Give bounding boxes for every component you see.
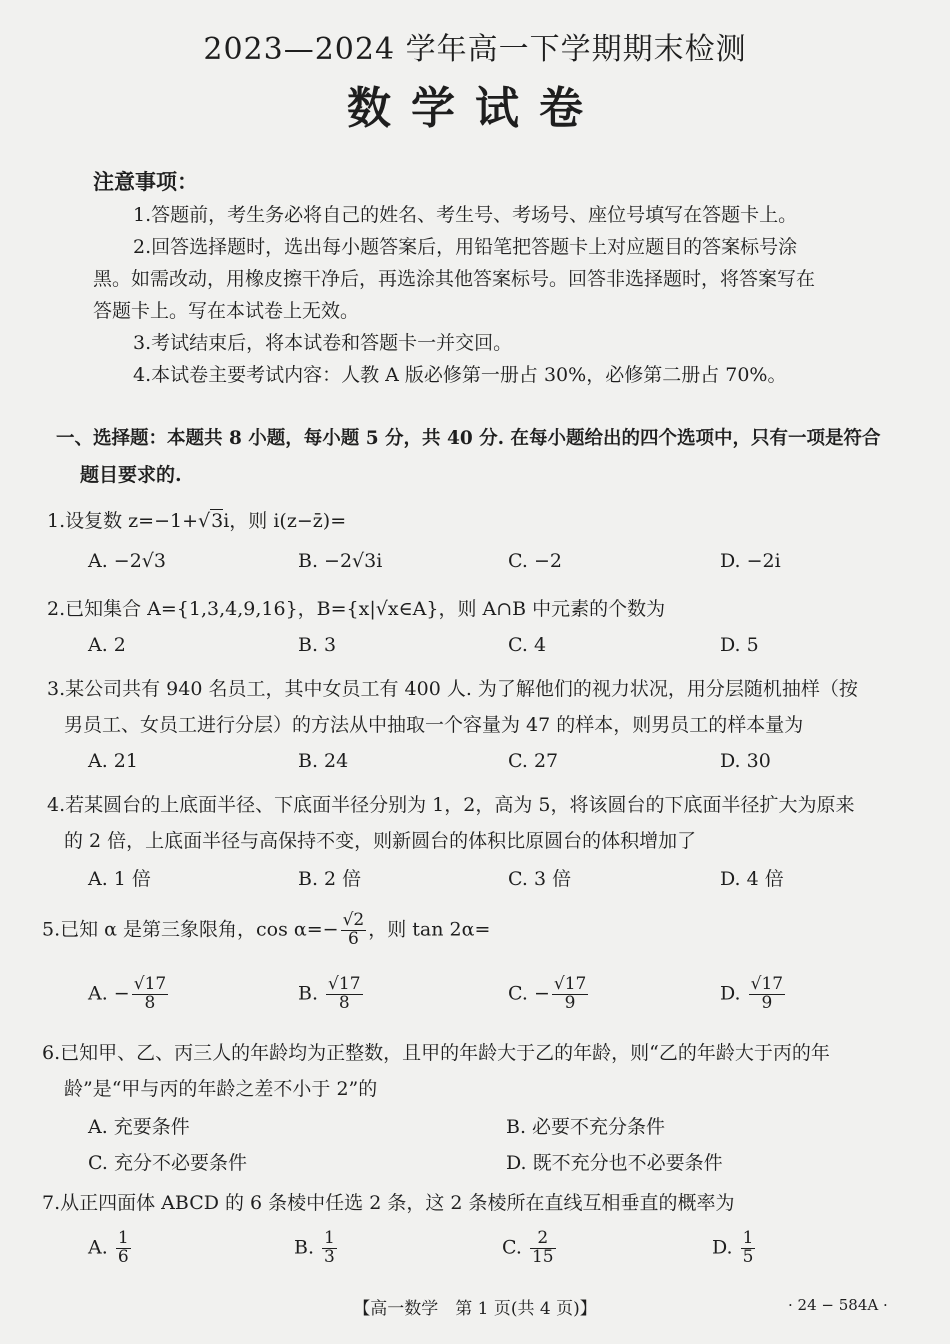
- option-label: D.: [720, 982, 747, 1005]
- q5-option-a: [88, 976, 170, 1013]
- fraction-denominator: 9: [761, 992, 773, 1013]
- q7-option-d: [712, 1230, 757, 1267]
- notice-item: 1.答题前，考生务必将自己的姓名、考生号、考场号、座位号填写在答题卡上。: [133, 204, 798, 226]
- q2-option-d: D. 5: [720, 634, 759, 656]
- option-fraction: [530, 1230, 556, 1267]
- q2-option-a: A. 2: [88, 634, 126, 656]
- option-fraction: [116, 1230, 131, 1267]
- question-3-stem-cont: 男员工、女员工进行分层）的方法从中抽取一个容量为 47 的样本，则男员工的样本量为: [64, 714, 804, 736]
- q3-option-a: A. 21: [88, 750, 138, 772]
- option-fraction: [741, 1230, 756, 1267]
- question-6-stem: 6.已知甲、乙、丙三人的年龄均为正整数，且甲的年龄大于乙的年龄，则“乙的年龄大于丙的年: [42, 1042, 830, 1064]
- fraction-numerator: √17: [750, 974, 784, 994]
- question-3-stem: 3.某公司共有 940 名员工，其中女员工有 400 人. 为了解他们的视力状况，用分层随机抽样（按: [47, 678, 858, 700]
- subject-title: 数学试卷: [347, 83, 603, 134]
- fraction-denominator: 6: [348, 928, 359, 949]
- option-label: D.: [712, 1236, 739, 1259]
- q3-option-d: D. 30: [720, 750, 771, 772]
- section-heading: 一、选择题：本题共 8 小题，每小题 5 分，共 40 分. 在每小题给出的四个选项中，只有一项是符合: [56, 428, 881, 449]
- question-5-stem: [42, 912, 490, 949]
- notice-item: 2.回答选择题时，选出每小题答案后，用铅笔把答题卡上对应题目的答案标号涂: [133, 236, 798, 258]
- q5-option-c: [508, 976, 590, 1013]
- q7-option-c: [502, 1230, 558, 1267]
- fraction-numerator: 2: [530, 1230, 556, 1249]
- page-footer: 【高一数学 第 1 页(共 4 页)】: [353, 1299, 597, 1319]
- notice-item: 黑。如需改动，用橡皮擦干净后，再选涂其他答案标号。回答非选择题时，将答案写在: [93, 268, 816, 290]
- q6-option-c: C. 充分不必要条件: [88, 1152, 247, 1174]
- notice-title: 注意事项：: [93, 169, 198, 194]
- option-fraction: [749, 976, 785, 1013]
- question-4-stem: 4.若某圆台的上底面半径、下底面半径分别为 1，2，高为 5，将该圆台的下底面半径扩大为原来: [47, 794, 855, 816]
- option-fraction: [322, 1230, 337, 1267]
- notice-item: 答题卡上。写在本试卷上无效。: [93, 300, 360, 322]
- q2-option-c: C. 4: [508, 634, 547, 656]
- option-label: C. −: [508, 982, 550, 1005]
- q1-option-d: D. −2i: [720, 550, 781, 572]
- question-1-stem: 1.设复数 z=−1+√3i，则 i(z−z̄)=: [47, 510, 347, 532]
- fraction-denominator: 9: [564, 992, 576, 1013]
- q1-option-b: B. −2√3i: [298, 550, 383, 572]
- exam-code: · 24 − 584A ·: [788, 1296, 888, 1314]
- fraction-denominator: 8: [338, 992, 350, 1013]
- option-fraction: [326, 976, 362, 1013]
- q5-stem-fraction: [341, 912, 367, 949]
- q4-option-c: C. 3 倍: [508, 868, 572, 890]
- q1-option-c: C. −2: [508, 550, 562, 572]
- notice-item: 4.本试卷主要考试内容：人教 A 版必修第一册占 30%，必修第二册占 70%。: [133, 364, 787, 386]
- question-7-stem: 7.从正四面体 ABCD 的 6 条棱中任选 2 条，这 2 条棱所在直线互相垂直的概率为: [42, 1192, 735, 1214]
- q7-option-b: [294, 1230, 339, 1267]
- q4-option-a: A. 1 倍: [88, 868, 151, 890]
- q6-option-b: B. 必要不充分条件: [506, 1116, 666, 1138]
- q4-option-d: D. 4 倍: [720, 868, 784, 890]
- option-label: B.: [298, 982, 325, 1005]
- fraction-numerator: 1: [324, 1228, 335, 1248]
- notice-item: 3.考试结束后，将本试卷和答题卡一并交回。: [133, 332, 513, 354]
- option-label: A. −: [88, 982, 130, 1005]
- section-heading-cont: 题目要求的.: [80, 464, 182, 486]
- exam-title: 2023—2024 学年高一下学期期末检测: [203, 32, 747, 67]
- q1-stem-part: i，则 i(z−z̄)=: [223, 510, 347, 532]
- fraction-numerator: √17: [553, 974, 587, 994]
- q1-stem-root: 3: [211, 510, 224, 532]
- q5-option-b: [298, 976, 365, 1013]
- q6-option-a: A. 充要条件: [88, 1116, 190, 1138]
- q6-option-d: D. 既不充分也不必要条件: [506, 1152, 723, 1174]
- option-label: B.: [294, 1236, 321, 1259]
- fraction-numerator: 1: [742, 1228, 754, 1248]
- question-6-stem-cont: 龄”是“甲与丙的年龄之差不小于 2”的: [64, 1078, 378, 1100]
- q7-option-a: [88, 1230, 133, 1267]
- q5-stem-part: 5.已知 α 是第三象限角，cos α=−: [42, 918, 339, 941]
- option-fraction: [552, 976, 588, 1013]
- q1-option-a: A. −2√3: [88, 550, 167, 572]
- option-fraction: [132, 976, 168, 1013]
- fraction-denominator: 3: [324, 1246, 335, 1267]
- fraction-denominator: 8: [144, 992, 156, 1013]
- fraction-denominator: 5: [742, 1246, 754, 1267]
- option-label: C.: [502, 1236, 528, 1259]
- q1-stem-part: 1.设复数 z=−1+: [47, 510, 199, 532]
- fraction-numerator: √17: [328, 974, 361, 994]
- q5-stem-part: ，则 tan 2α=: [368, 918, 491, 941]
- q3-option-c: C. 27: [508, 750, 559, 772]
- fraction-denominator: 6: [117, 1246, 129, 1267]
- question-4-stem-cont: 的 2 倍，上底面半径与高保持不变，则新圆台的体积比原圆台的体积增加了: [64, 830, 697, 852]
- q2-option-b: B. 3: [298, 634, 337, 656]
- option-label: A.: [88, 1236, 114, 1259]
- fraction-numerator: 1: [117, 1228, 129, 1248]
- q4-option-b: B. 2 倍: [298, 868, 362, 890]
- q3-option-b: B. 24: [298, 750, 349, 772]
- fraction-numerator: √2: [342, 910, 365, 930]
- fraction-denominator: 15: [531, 1246, 554, 1267]
- q5-option-d: [720, 976, 787, 1013]
- fraction-numerator: √17: [133, 974, 167, 994]
- question-2-stem: 2.已知集合 A={1,3,4,9,16}，B={x|√x∈A}，则 A∩B 中元素的个数为: [47, 598, 666, 620]
